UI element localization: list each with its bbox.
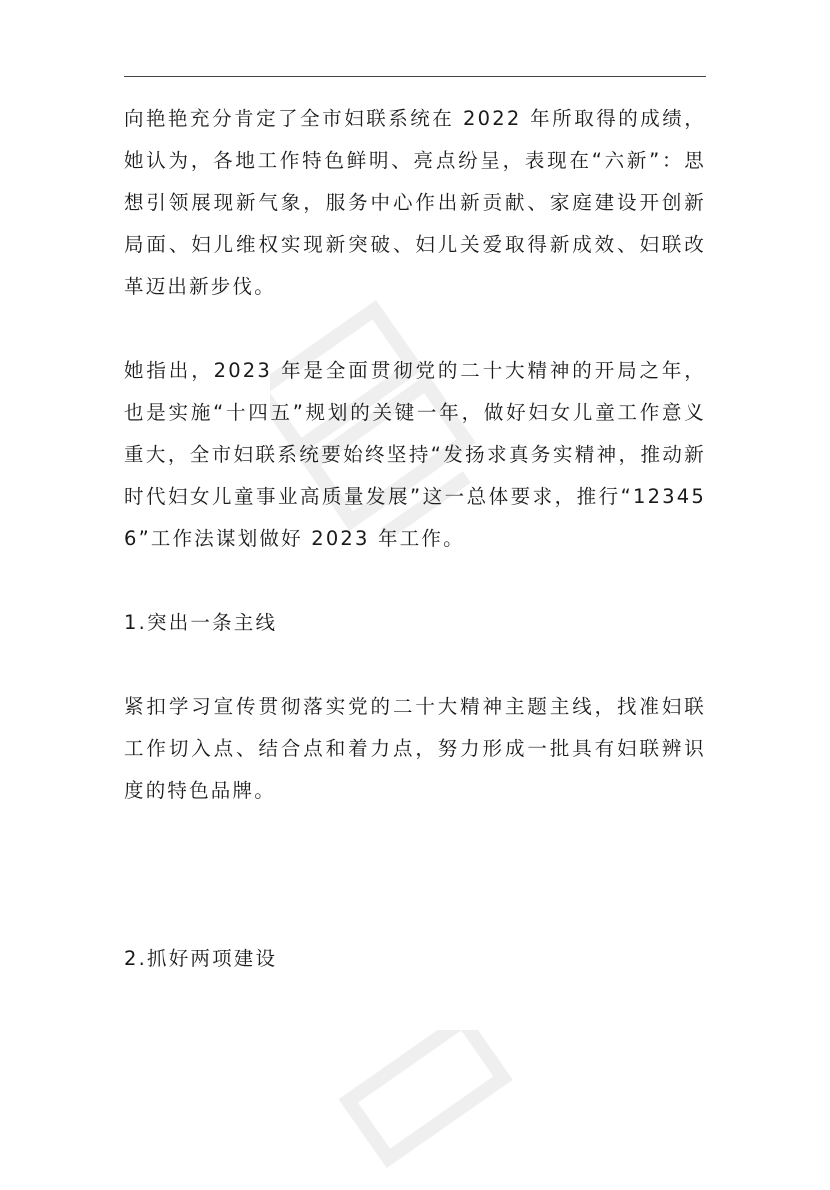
paragraph: 她指出，2023 年是全面贯彻党的二十大精神的开局之年，也是实施“十四五”规划的关键一年，做好妇女儿童工作意义重大，全市妇联系统要始终坚持“发扬求真务实精神，推动新时代妇女儿童事业高质量发展”这一总体要求，推行“123456”工作法谋划做好 2023 年工作。 xyxy=(124,359,706,550)
section-heading: 2.抓好两项建设 xyxy=(124,947,278,970)
paragraph: 向艳艳充分肯定了全市妇联系统在 2022 年所取得的成绩，她认为，各地工作特色鲜明、亮点纷呈，表现在“六新”：思想引领展现新气象，服务中心作出新贡献、家庭建设开创新局面、妇儿维权实现新突破、妇儿关爱取得新成效、妇联改革迈出新步伐。 xyxy=(124,107,706,298)
header-rule xyxy=(124,76,706,77)
watermark-logo xyxy=(330,1030,550,1190)
document-body xyxy=(124,98,706,980)
paragraph: 紧扣学习宣传贯彻落实党的二十大精神主题主线，找准妇联工作切入点、结合点和着力点，努力形成一批具有妇联辨识度的特色品牌。 xyxy=(124,695,706,802)
section-heading: 1.突出一条主线 xyxy=(124,611,278,634)
